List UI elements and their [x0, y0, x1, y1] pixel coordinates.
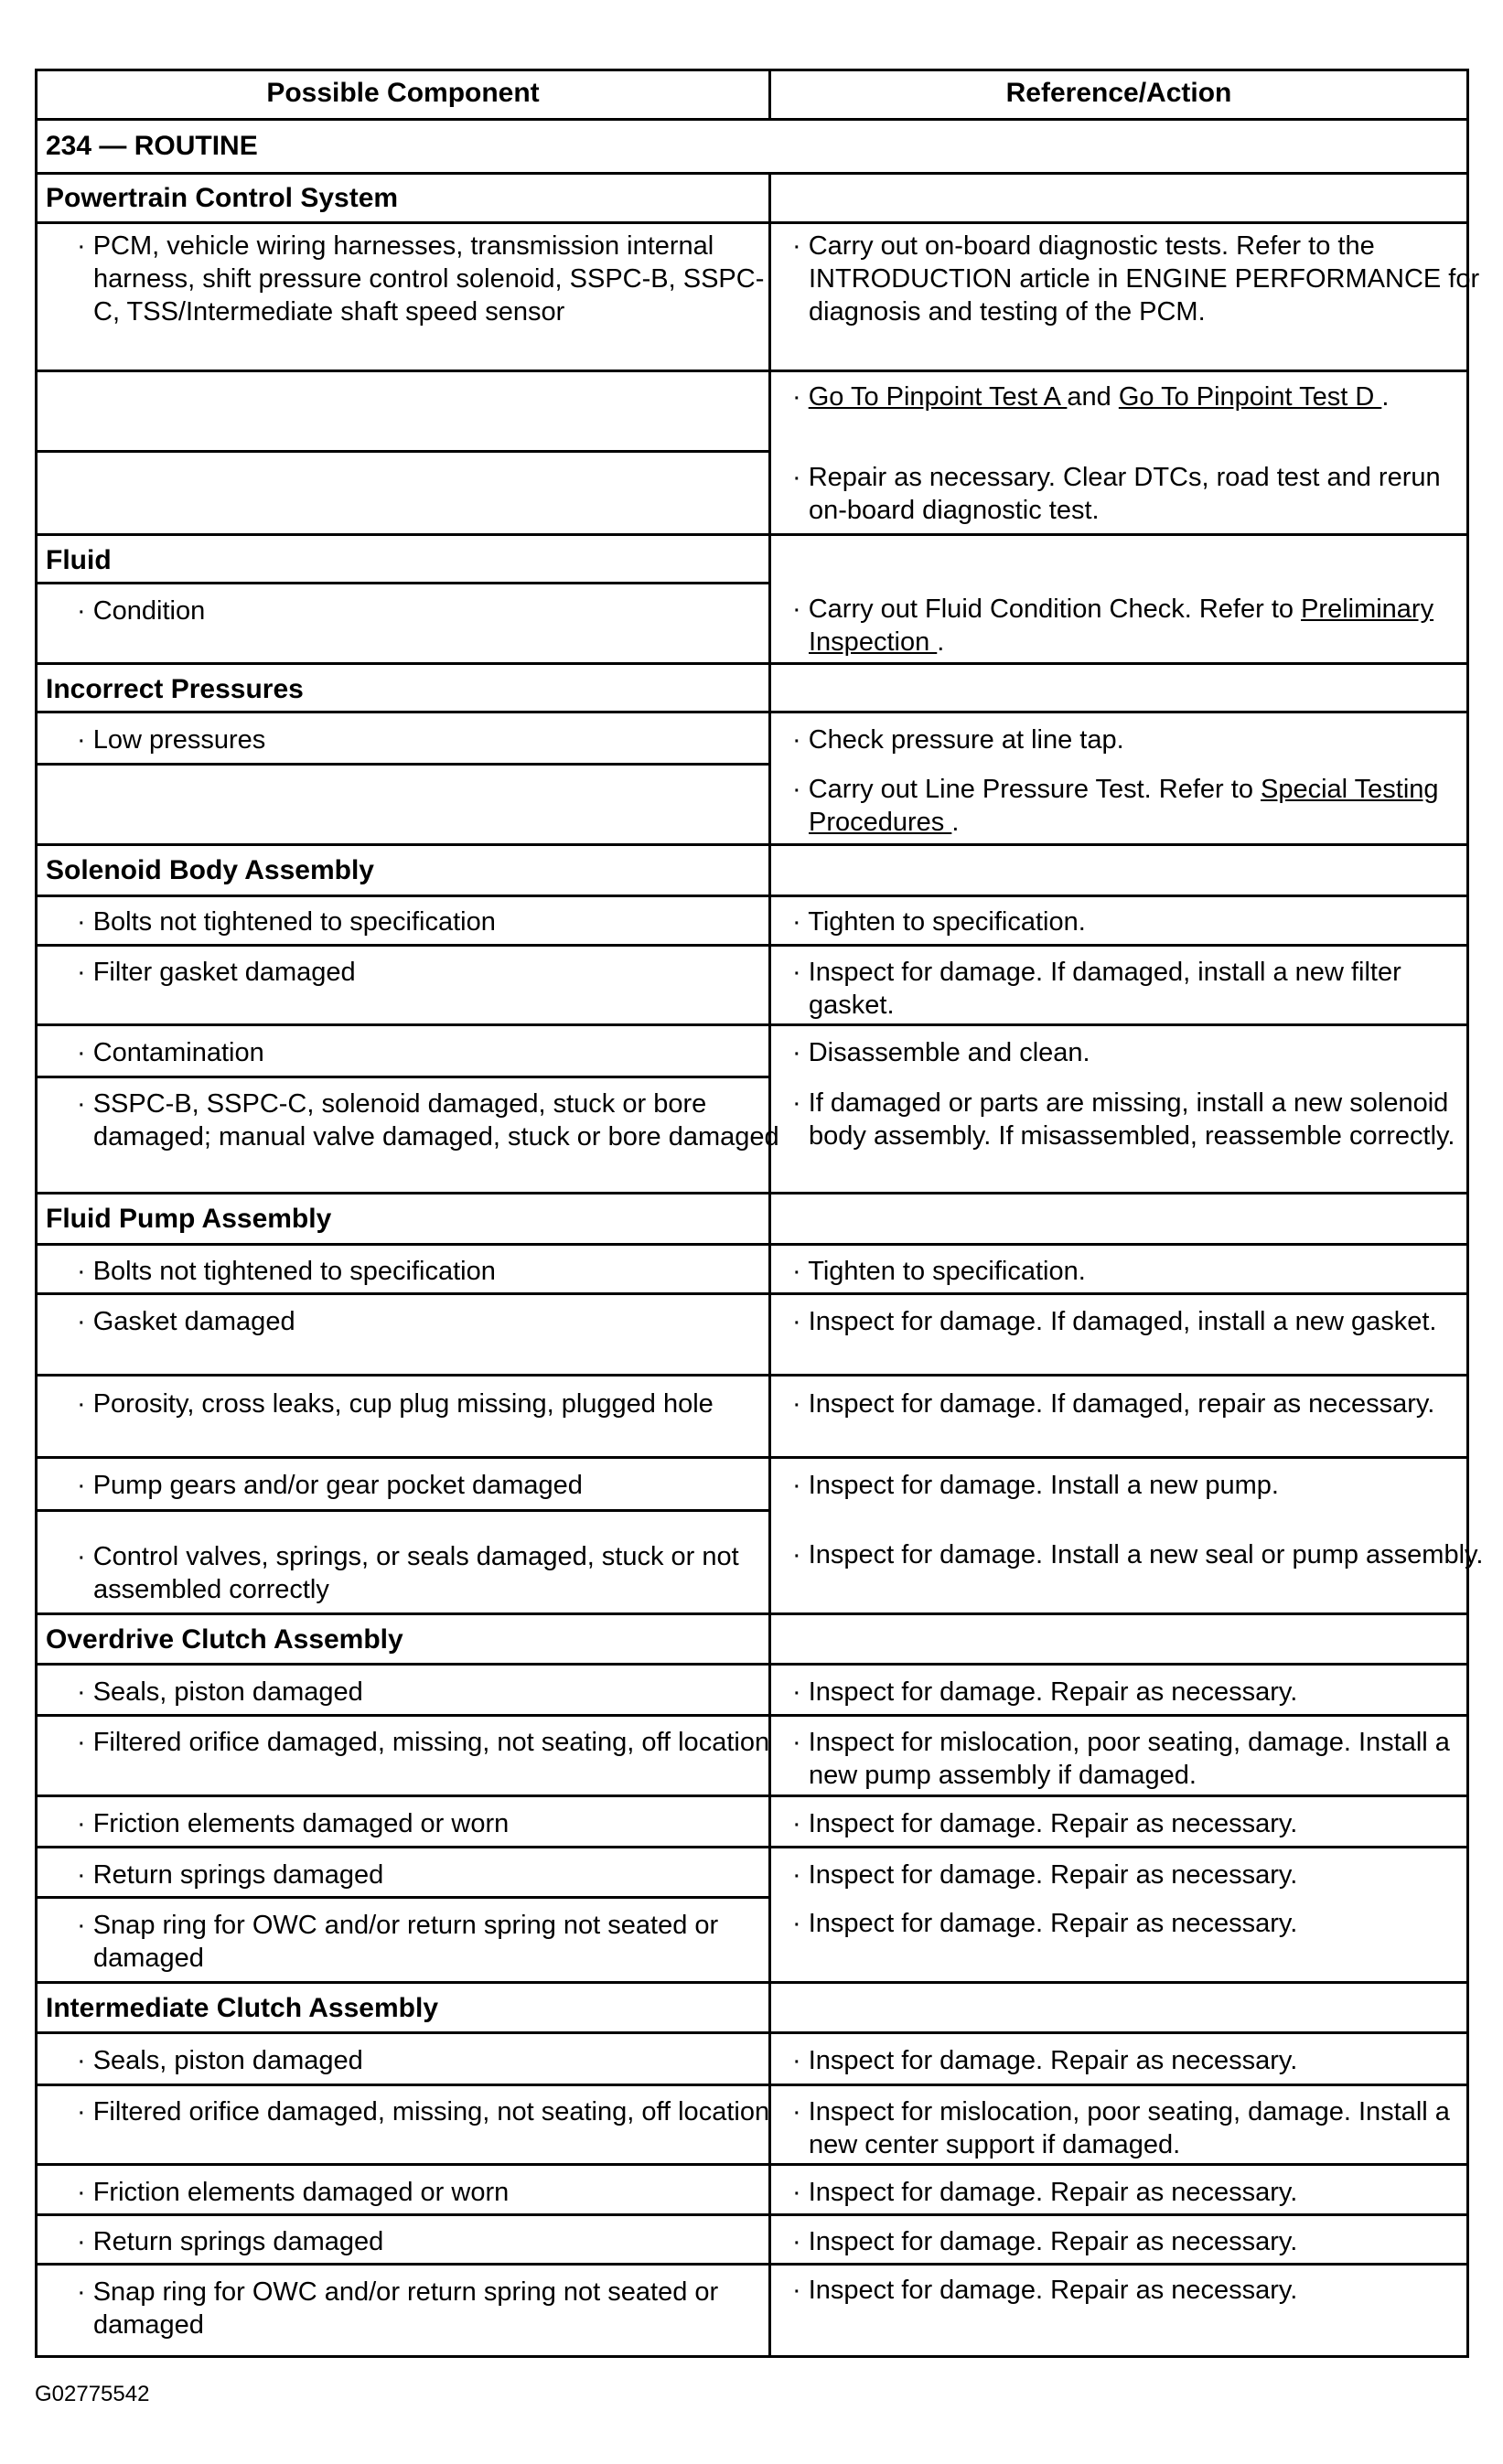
row-divider: [38, 1663, 768, 1666]
action-item: · Inspect for damage. If damaged, repair as necessary.: [792, 1389, 1435, 1419]
component-item: · Snap ring for OWC and/or return spring not seated or damaged: [77, 2277, 719, 2340]
component-item: · Contamination: [77, 1038, 264, 1067]
action-item: · Tighten to specification.: [792, 907, 1086, 937]
row-divider: [38, 1846, 768, 1848]
action-item: · Inspect for damage. Repair as necessary.: [792, 2178, 1298, 2207]
row-divider: [771, 2163, 1466, 2166]
row-divider: [771, 2031, 1466, 2034]
row-divider: [38, 1456, 768, 1459]
figure-id: G02775542: [35, 2382, 150, 2406]
row-divider: [38, 1192, 1466, 1195]
row-divider: [771, 221, 1466, 224]
action-item: · Repair as necessary. Clear DTCs, road test and rerun on-board diagnostic test.: [792, 463, 1441, 525]
component-item: · Friction elements damaged or worn: [77, 1809, 510, 1838]
row-divider: [771, 895, 1466, 897]
row-divider: [38, 711, 768, 713]
row-divider: [38, 2263, 768, 2266]
action-item: · Inspect for damage. If damaged, install a new gasket.: [792, 1307, 1437, 1336]
row-divider: [38, 1292, 768, 1295]
component-item: · Return springs damaged: [77, 1860, 384, 1890]
row-divider: [38, 843, 1466, 846]
row-divider: [771, 944, 1466, 947]
action-item: · Go To Pinpoint Test A and Go To Pinpoint Test D .: [792, 382, 1390, 412]
component-item: · Snap ring for OWC and/or return spring not seated or damaged: [77, 1911, 719, 1973]
row-divider: [38, 2084, 768, 2086]
row-divider: [38, 450, 768, 453]
special-testing-procedures-link[interactable]: Special Testing Procedures: [809, 775, 1439, 837]
component-item: · Bolts not tightened to specification: [77, 907, 496, 937]
section-overdrive-clutch-assembly: Overdrive Clutch Assembly: [46, 1624, 403, 1655]
component-item: · Return springs damaged: [77, 2227, 384, 2256]
component-item: · Filtered orifice damaged, missing, not seating, off location: [77, 1728, 770, 1757]
component-item: · Filter gasket damaged: [77, 958, 356, 987]
routine-code-row: 234 — ROUTINE: [46, 131, 258, 161]
row-divider: [771, 1663, 1466, 1666]
action-item: · Inspect for damage. Repair as necessary.: [792, 2227, 1298, 2256]
action-item: · Carry out on-board diagnostic tests. Refer to the INTRODUCTION article in ENGINE PERFORMANCE for diagnosis and testing of the PCM.: [792, 231, 1480, 327]
component-item: · Control valves, springs, or seals damaged, stuck or not assembled correctly: [77, 1542, 739, 1604]
component-item: · Filtered orifice damaged, missing, not seating, off location: [77, 2097, 770, 2127]
action-item: · If damaged or parts are missing, install a new solenoid body assembly. If misassembled, reassemble correctly.: [792, 1088, 1455, 1151]
action-item: · Inspect for damage. Repair as necessary.: [792, 2276, 1298, 2305]
row-divider: [771, 370, 1466, 372]
row-divider: [771, 1846, 1466, 1848]
row-divider: [38, 2213, 768, 2216]
row-divider: [771, 2263, 1466, 2266]
row-divider: [771, 2084, 1466, 2086]
row-divider: [38, 172, 1466, 175]
action-item: · Inspect for damage. Install a new seal or pump assembly.: [792, 1540, 1484, 1569]
row-divider: [38, 370, 768, 372]
row-divider: [771, 1794, 1466, 1797]
component-item: · Seals, piston damaged: [77, 1677, 363, 1707]
row-divider: [38, 1374, 768, 1377]
row-divider: [38, 1981, 1466, 1984]
component-item: · Condition: [77, 596, 206, 626]
row-divider: [38, 1243, 768, 1246]
row-divider: [771, 1023, 1466, 1026]
action-item: · Inspect for damage. Repair as necessary.: [792, 1809, 1298, 1838]
row-divider: [771, 1714, 1466, 1717]
section-powertrain-control-system: Powertrain Control System: [46, 183, 399, 213]
row-divider: [38, 1076, 768, 1078]
component-item: · Gasket damaged: [77, 1307, 295, 1336]
action-item: · Inspect for damage. If damaged, install a new filter gasket.: [792, 958, 1401, 1020]
component-item: · Bolts not tightened to specification: [77, 1257, 496, 1286]
row-divider: [38, 1896, 768, 1899]
row-divider: [771, 1292, 1466, 1295]
section-solenoid-body-assembly: Solenoid Body Assembly: [46, 855, 374, 885]
action-item: · Inspect for damage. Install a new pump.: [792, 1471, 1279, 1500]
row-divider: [38, 221, 768, 224]
row-divider: [771, 711, 1466, 713]
section-intermediate-clutch-assembly: Intermediate Clutch Assembly: [46, 1993, 439, 2023]
action-item: · Check pressure at line tap.: [792, 725, 1124, 755]
action-item: · Inspect for damage. Repair as necessary.: [792, 2046, 1298, 2075]
action-item: · Carry out Line Pressure Test. Refer to Special Testing Procedures .: [792, 775, 1439, 837]
row-divider: [771, 1374, 1466, 1377]
header-reference-action: Reference/Action: [771, 69, 1466, 121]
component-item: · Porosity, cross leaks, cup plug missing, plugged hole: [77, 1389, 714, 1419]
row-divider: [38, 1023, 768, 1026]
row-divider: [38, 582, 768, 584]
row-divider: [38, 1794, 768, 1797]
action-item: · Inspect for mislocation, poor seating, damage. Install a new center support if damaged.: [792, 2097, 1450, 2159]
row-divider: [771, 1243, 1466, 1246]
pinpoint-test-d-link[interactable]: Go To Pinpoint Test D: [1118, 382, 1382, 412]
component-item: · Low pressures: [77, 725, 266, 755]
action-item: · Inspect for damage. Repair as necessary.: [792, 1860, 1298, 1890]
row-divider: [38, 1509, 768, 1512]
row-divider: [771, 2213, 1466, 2216]
action-item: · Disassemble and clean.: [792, 1038, 1090, 1067]
row-divider: [38, 662, 1466, 665]
action-item: · Tighten to specification.: [792, 1257, 1086, 1286]
row-divider: [38, 118, 1466, 121]
component-item: · PCM, vehicle wiring harnesses, transmission internal harness, shift pressure control solenoid, SSPC-B, SSPC-C, TSS/Intermediate shaft speed sensor: [77, 231, 765, 327]
action-item: · Inspect for mislocation, poor seating, damage. Install a new pump assembly if damaged.: [792, 1728, 1450, 1790]
action-item: · Inspect for damage. Repair as necessary.: [792, 1909, 1298, 1938]
row-divider: [38, 944, 768, 947]
preliminary-inspection-link[interactable]: Preliminary Inspection: [809, 595, 1434, 657]
row-divider: [38, 2031, 768, 2034]
component-item: · SSPC-B, SSPC-C, solenoid damaged, stuck or bore damaged; manual valve damaged, stuck or bore damaged: [77, 1089, 779, 1152]
section-incorrect-pressures: Incorrect Pressures: [46, 674, 304, 704]
component-item: · Seals, piston damaged: [77, 2046, 363, 2075]
row-divider: [38, 1612, 1466, 1615]
section-fluid-pump-assembly: Fluid Pump Assembly: [46, 1204, 332, 1234]
row-divider: [38, 2163, 768, 2166]
row-divider: [38, 533, 1466, 536]
component-item: · Pump gears and/or gear pocket damaged: [77, 1471, 583, 1500]
section-fluid: Fluid: [46, 545, 112, 575]
action-item: · Inspect for damage. Repair as necessary.: [792, 1677, 1298, 1707]
pinpoint-test-a-link[interactable]: Go To Pinpoint Test A: [808, 382, 1068, 412]
row-divider: [38, 763, 768, 766]
row-divider: [38, 1714, 768, 1717]
row-divider: [771, 1456, 1466, 1459]
header-possible-component: Possible Component: [38, 69, 768, 121]
row-divider: [38, 895, 768, 897]
action-item: · Carry out Fluid Condition Check. Refer to Preliminary Inspection .: [792, 595, 1434, 657]
component-item: · Friction elements damaged or worn: [77, 2178, 510, 2207]
column-divider: [768, 69, 771, 121]
